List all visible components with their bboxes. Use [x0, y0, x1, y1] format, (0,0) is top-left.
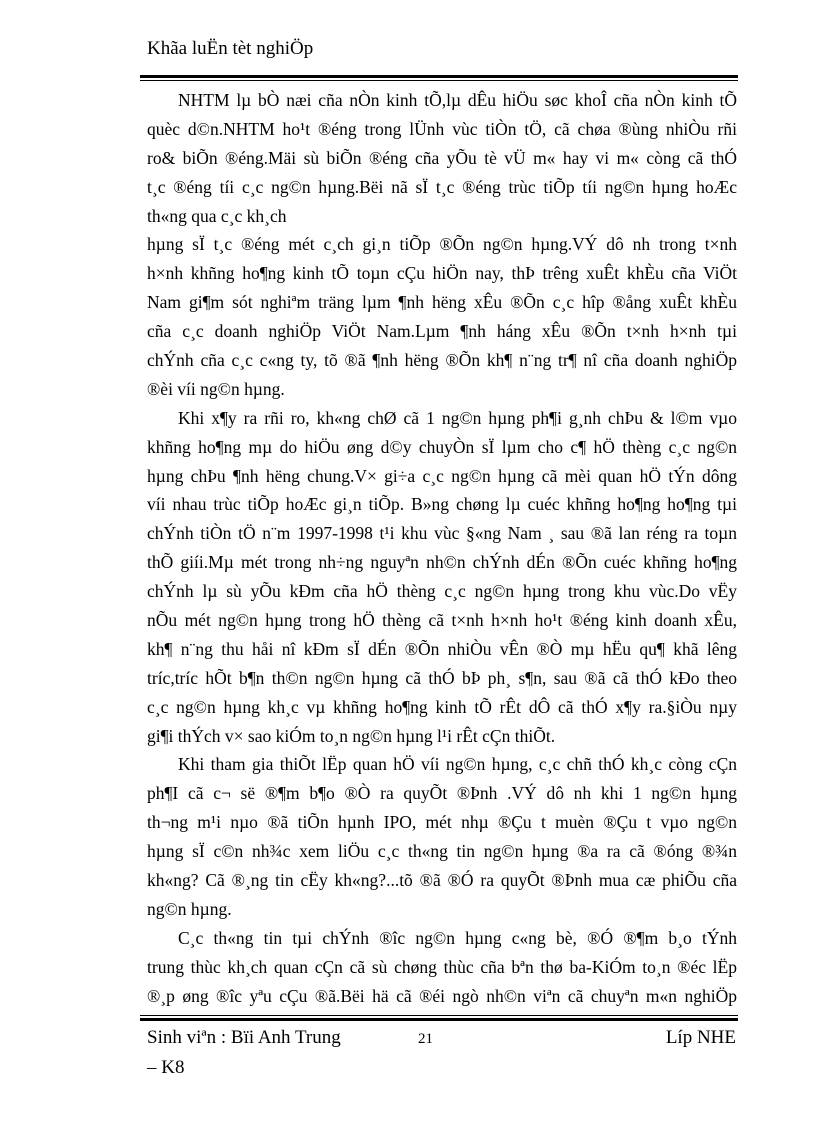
text-line: hµng sÏ c©n nh¾c xem liÖu c¸c th«ng tin ng©n hµng ®a ra cã ®óng ®¾n [147, 841, 737, 862]
text-line: ro& biÕn ®éng.Mäi sù biÕn ®éng cña yÕu tè vÜ m« hay vi m« còng cã thÓ [147, 147, 737, 168]
text-line: ph¶I cã c¬ së ®¶m b¶o ®Ò ra quyÕt ®Þnh .VÝ dô nh khi 1 ng©n hµng [147, 783, 737, 804]
text-line: kh¶ n¨ng thu håi nî kÐm sÏ dÉn ®Õn nhiÒu vÊn ®Ò mµ hËu qu¶ khã lêng [147, 638, 737, 659]
footer-class: Líp NHE [665, 1027, 736, 1048]
text-line: thÕ giíi.Mµ mét trong nh÷ng nguyªn nh©n chÝnh dÉn ®Õn cuéc khñng ho¶ng [147, 552, 737, 573]
page-number: 21 [418, 1031, 433, 1047]
text-line: t¸c ®éng tíi c¸c ng©n hµng.Bëi nã sÏ t¸c ®éng trùc tiÕp tíi ng©n hµng hoÆc [147, 176, 737, 197]
text-line: ng©n hµng. [147, 898, 232, 919]
text-line: quèc d©n.NHTM ho¹t ®éng trong lÜnh vùc tiÒn tÖ, cã chøa ®ùng nhiÒu rñi [147, 118, 737, 139]
text-line: NHTM lµ bÒ næi cña nÒn kinh tÕ,lµ dÊu hiÖu søc khoÎ cña nÒn kinh tÕ [178, 90, 737, 110]
text-line: gi¶i thÝch v× sao kiÓm to¸n ng©n hµng l¹i rÊt cÇn thiÕt. [147, 725, 556, 746]
text-line: kh«ng? Cã ®¸ng tin cËy kh«ng?...tõ ®ã ®Ó ra quyÕt ®Þnh mua cæ phiÕu cña [147, 870, 737, 891]
text-line: nÕu mét ng©n hµng trong hÖ thèng cã t×nh h×nh ho¹t ®éng kinh doanh xÊu, [147, 610, 737, 631]
text-line: h×nh khñng ho¶ng kinh tÕ toµn cÇu hiÖn nay, thÞ trêng xuÊt khÈu cña ViÖt [147, 263, 737, 284]
text-line: ®èi víi ng©n hµng. [147, 378, 285, 399]
body-text [147, 86, 737, 1011]
footer-student: Sinh viªn : Bïi Anh Trung [147, 1027, 341, 1048]
text-line: ®¸p øng ®îc yªu cÇu ®ã.Bëi hä cã ®éi ngò nh©n viªn cã chuyªn m«n nghiÖp [147, 985, 737, 1006]
text-line: hµng sÏ t¸c ®éng mét c¸ch gi¸n tiÕp ®Õn ng©n hµng.VÝ dô nh trong t×nh [147, 234, 737, 255]
text-line: trung thùc kh¸ch quan cÇn cã sù chøng thùc cña bªn thø ba-KiÓm to¸n ®éc lËp [147, 956, 737, 977]
text-line: th«ng qua c¸c kh¸ch [147, 205, 287, 226]
text-line: khñng ho¶ng mµ do hiÖu øng d©y chuyÒn sÏ lµm cho c¶ hÖ thèng c¸c ng©n [147, 436, 737, 457]
text-line: Khi tham gia thiÕt lËp quan hÖ víi ng©n hµng, c¸c chñ thÓ kh¸c còng cÇn [178, 754, 737, 775]
header-divider [140, 75, 738, 81]
text-line: Nam gi¶m sót nghiªm träng lµm ¶nh hëng xÊu ®Õn c¸c hîp ®ång xuÊt khÈu [147, 292, 737, 313]
text-line: C¸c th«ng tin tµi chÝnh ®îc ng©n hµng c«ng bè, ®Ó ®¶m b¸o tÝnh [178, 927, 737, 948]
text-line: cña c¸c doanh nghiÖp ViÖt Nam.Lµm ¶nh háng xÊu ®Õn t×nh h×nh tµi [147, 321, 737, 342]
text-line: chÝnh cña c¸c c«ng ty, tõ ®ã ¶nh hëng ®Õn kh¶ n¨ng tr¶ nî cña doanh nghiÖp [147, 350, 737, 371]
text-line: víi nhau trùc tiÕp hoÆc gi¸n tiÕp. B»ng chøng lµ cuéc khñng ho¶ng ho¶ng tµi [147, 494, 737, 515]
text-line: Khi x¶y ra rñi ro, kh«ng chØ cã 1 ng©n hµng ph¶i g¸nh chÞu & l©m vµo [178, 407, 737, 428]
text-line: th¬ng m¹i nµo ®ã tiÕn hµnh IPO, mét nhµ ®Çu t muèn ®Çu t vµo ng©n [147, 812, 737, 833]
footer-divider [140, 1015, 738, 1021]
running-header: Khãa luËn tèt nghiÖp [147, 38, 314, 59]
text-line: hµng chÞu ¶nh hëng chung.V× gi÷a c¸c ng©n hµng cã mèi quan hÖ tÝn dông [147, 465, 737, 486]
text-line: c¸c ng©n hµng kh¸c vµ khñng ho¶ng kinh tÕ rÊt dÔ cã thÓ x¶y ra.§iÒu nµy [147, 696, 737, 717]
footer-class-suffix: – K8 [147, 1057, 185, 1078]
text-line: chÝnh lµ sù yÕu kÐm cña hÖ thèng c¸c ng©n hµng trong khu vùc.Do vËy [147, 581, 737, 602]
text-line: chÝnh tiÒn tÖ n¨m 1997-1998 t¹i khu vùc §«ng Nam ¸ sau ®ã lan réng ra toµn [147, 523, 737, 544]
text-line: tríc,tríc hÕt b¶n th©n ng©n hµng cã thÓ bÞ ph¸ s¶n, sau ®ã cã thÓ kÐo theo [147, 667, 737, 688]
